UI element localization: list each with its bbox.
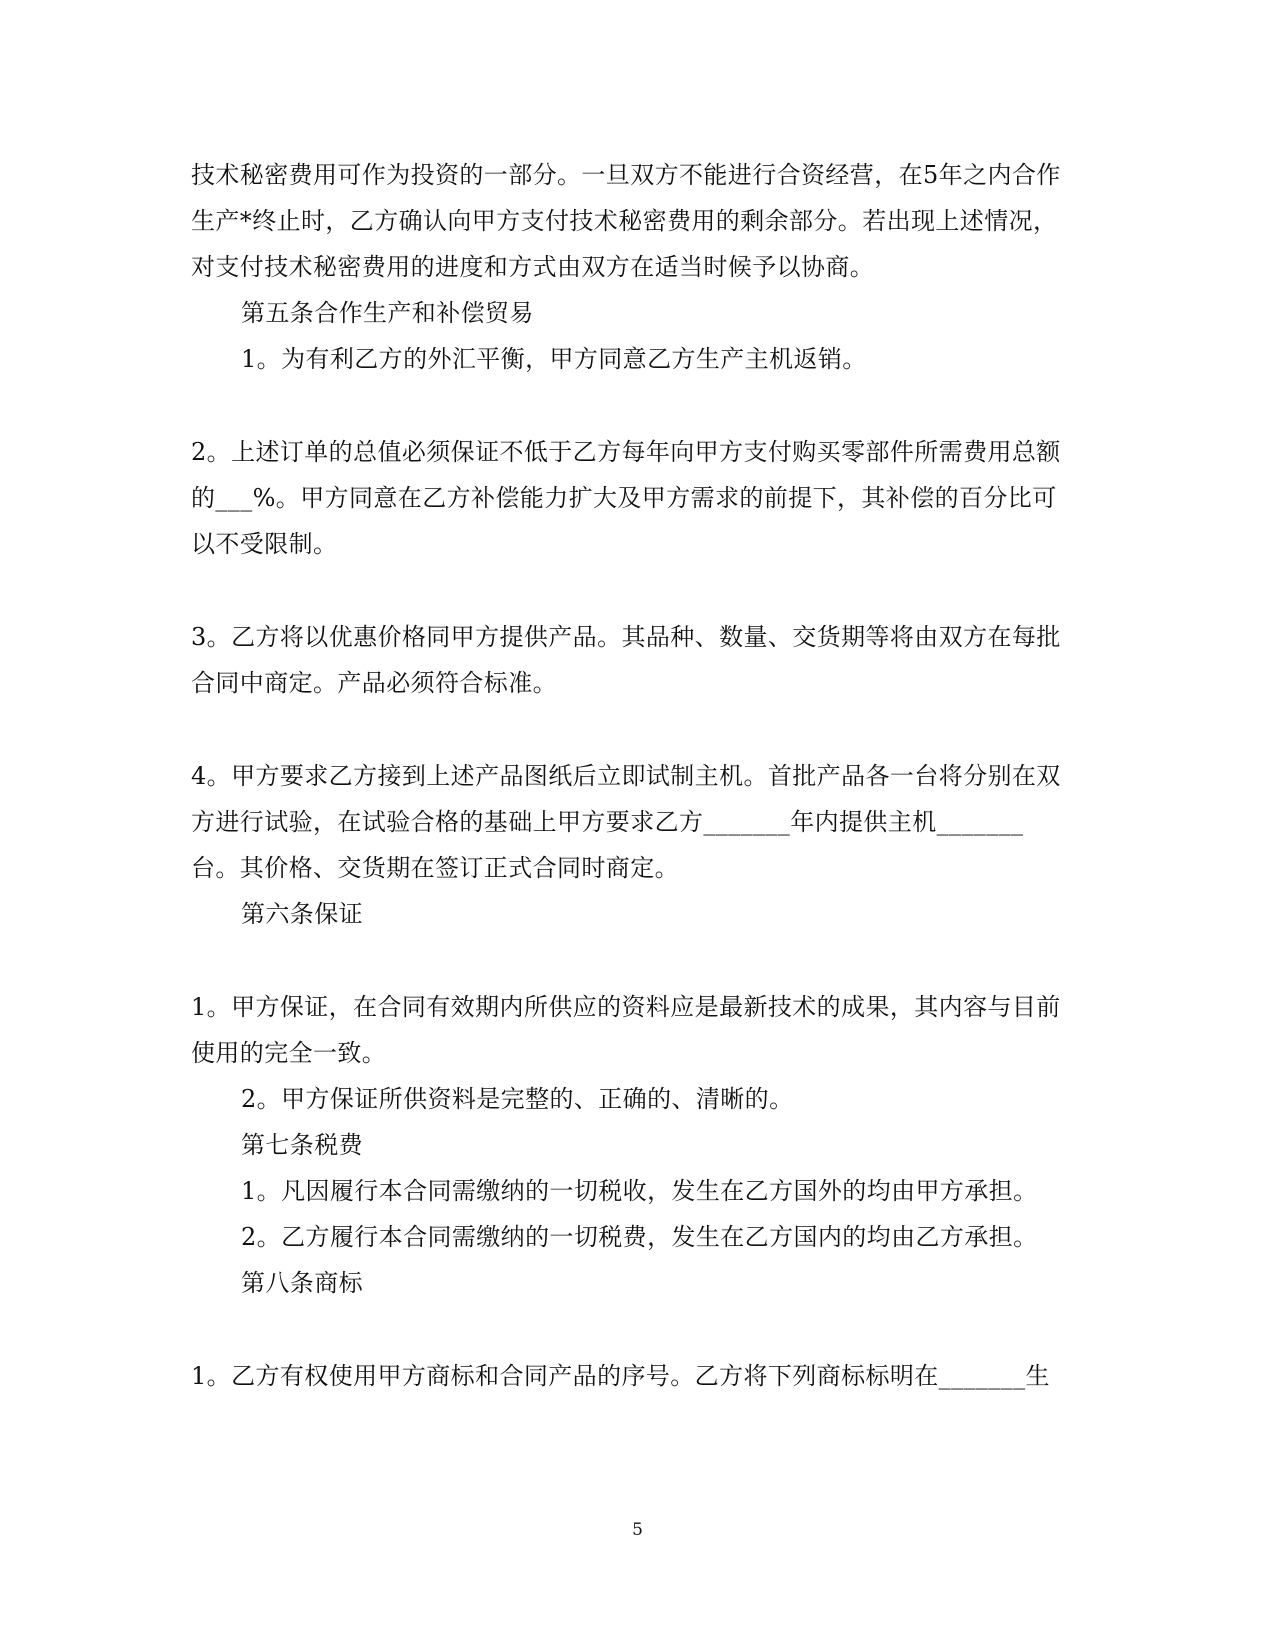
text-line: 1。为有利乙方的外汇平衡，甲方同意乙方生产主机返销。 bbox=[241, 345, 867, 373]
section-heading: 第六条保证 bbox=[241, 900, 363, 928]
page-number: 5 bbox=[632, 1520, 643, 1540]
text-line: 的___%。甲方同意在乙方补偿能力扩大及甲方需求的前提下，其补偿的百分比可 bbox=[191, 484, 1057, 512]
text-line: 合同中商定。产品必须符合标准。 bbox=[191, 669, 557, 697]
text-line: 以不受限制。 bbox=[191, 530, 338, 558]
text-line: 对支付技术秘密费用的进度和方式由双方在适当时候予以协商。 bbox=[191, 253, 875, 281]
text-line: 1。乙方有权使用甲方商标和合同产品的序号。乙方将下列商标标明在_______生 bbox=[191, 1362, 1050, 1390]
section-heading: 第八条商标 bbox=[241, 1269, 363, 1297]
text-line: 3。乙方将以优惠价格同甲方提供产品。其品种、数量、交货期等将由双方在每批 bbox=[191, 623, 1061, 651]
text-line: 技术秘密费用可作为投资的一部分。一旦双方不能进行合资经营，在5年之内合作 bbox=[191, 161, 1061, 189]
section-heading: 第五条合作生产和补偿贸易 bbox=[241, 299, 534, 327]
text-line: 2。乙方履行本合同需缴纳的一切税费，发生在乙方国内的均由乙方承担。 bbox=[241, 1223, 1038, 1251]
text-line: 4。甲方要求乙方接到上述产品图纸后立即试制主机。首批产品各一台将分别在双 bbox=[191, 762, 1061, 790]
text-line: 1。甲方保证，在合同有效期内所供应的资料应是最新技术的成果，其内容与目前 bbox=[191, 993, 1061, 1021]
text-line: 台。其价格、交货期在签订正式合同时商定。 bbox=[191, 854, 679, 882]
text-line: 1。凡因履行本合同需缴纳的一切税收，发生在乙方国外的均由甲方承担。 bbox=[241, 1177, 1038, 1205]
text-line: 生产*终止时，乙方确认向甲方支付技术秘密费用的剩余部分。若出现上述情况， bbox=[191, 207, 1058, 235]
text-line: 方进行试验，在试验合格的基础上甲方要求乙方_______年内提供主机_______ bbox=[191, 808, 1024, 836]
text-line: 2。上述订单的总值必须保证不低于乙方每年向甲方支付购买零部件所需费用总额 bbox=[191, 438, 1061, 466]
text-line: 使用的完全一致。 bbox=[191, 1039, 387, 1067]
text-line: 2。甲方保证所供资料是完整的、正确的、清晰的。 bbox=[241, 1085, 794, 1113]
section-heading: 第七条税费 bbox=[241, 1131, 363, 1159]
